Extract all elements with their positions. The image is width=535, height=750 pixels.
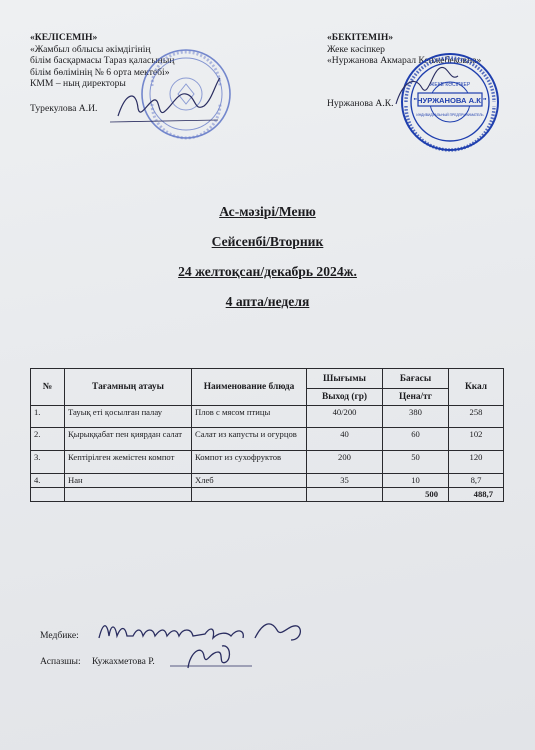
row-num: 2. — [31, 428, 65, 451]
row-kcal: 102 — [449, 428, 504, 451]
director-signature — [108, 72, 228, 132]
cook-signature — [168, 638, 258, 678]
title-date: 24 желтоқсан/декабрь 2024ж. — [178, 264, 357, 279]
row-name-ru: Компот из сухофруктов — [192, 451, 307, 474]
row-kcal: 258 — [449, 406, 504, 428]
total-empty — [31, 488, 65, 502]
row-num: 1. — [31, 406, 65, 428]
row-num: 4. — [31, 474, 65, 488]
table-row — [31, 474, 504, 488]
header-price-ru: Цена/тг — [383, 389, 449, 406]
cook-name: Кужахметова Р. — [92, 656, 155, 667]
total-empty — [192, 488, 307, 502]
header-kcal: Ккал — [449, 369, 504, 406]
row-output: 40 — [307, 428, 383, 451]
menu-table — [30, 368, 504, 502]
approval-line: Жеке кәсіпкер — [327, 43, 385, 55]
row-price: 60 — [383, 428, 449, 451]
director-signatory: Турекулова А.И. — [30, 103, 98, 114]
header-output-kz: Шығымы — [307, 369, 383, 389]
table-row — [31, 406, 504, 428]
row-name-kz: Кептірілген жемістен компот — [65, 451, 192, 474]
stamp-inner-bottom: ИНДИВИДУАЛЬНЫЙ ПРЕДПРИНИМАТЕЛЬ — [416, 113, 484, 117]
total-price: 500 — [383, 488, 449, 502]
entrepreneur-signatory: Нуржанова А.К. — [327, 98, 394, 109]
table-row — [31, 428, 504, 451]
total-empty — [307, 488, 383, 502]
nurse-label: Медбике: — [40, 630, 79, 641]
approval-line: білім бөлімінің № 6 орта мектебі» — [30, 66, 170, 78]
row-price: 380 — [383, 406, 449, 428]
row-output: 200 — [307, 451, 383, 474]
row-name-ru: Плов с мясом птицы — [192, 406, 307, 428]
header-output-ru: Выход (гр) — [307, 389, 383, 406]
row-output: 35 — [307, 474, 383, 488]
entrepreneur-signature — [392, 54, 462, 114]
row-num: 3. — [31, 451, 65, 474]
row-kcal: 120 — [449, 451, 504, 474]
approval-line: «Нуржанова Акмарал Кенжебековна» — [327, 55, 482, 67]
title-weekday: Сейсенбі/Вторник — [211, 234, 324, 249]
row-kcal: 8,7 — [449, 474, 504, 488]
row-name-ru: Салат из капусты и огурцов — [192, 428, 307, 451]
title-week: 4 апта/неделя — [225, 294, 310, 309]
table-row — [31, 451, 504, 474]
row-name-kz: Тауық еті қосылған палау — [65, 406, 192, 428]
header-price-kz: Бағасы — [383, 369, 449, 389]
row-name-ru: Хлеб — [192, 474, 307, 488]
row-name-kz: Қырыққабат пен қиярдан салат — [65, 428, 192, 451]
stamp-inner-top: ЖЕКЕ КӘСІПКЕР — [429, 82, 471, 88]
header-num: № — [31, 369, 65, 406]
approval-heading-right: «БЕКІТЕМІН» — [327, 32, 394, 43]
cook-label: Аспазшы: — [40, 656, 81, 667]
stamp-center-text: "НУРЖАНОВА А.К." — [413, 96, 487, 105]
total-empty — [65, 488, 192, 502]
title-menu: Ас-мәзірі/Меню — [219, 204, 316, 219]
table-total-row — [31, 488, 504, 502]
table-header-row — [31, 369, 504, 389]
approval-line: «Жамбыл облысы әкімдігінің — [30, 43, 151, 55]
approval-line: КММ – ның директоры — [30, 78, 126, 90]
header-name-ru: Наименование блюда — [192, 369, 307, 406]
approval-line: білім басқармасы Тараз қаласының — [30, 55, 175, 67]
total-kcal: 488,7 — [449, 488, 504, 502]
approval-heading-left: «КЕЛІСЕМІН» — [30, 32, 98, 43]
row-name-kz: Нан — [65, 474, 192, 488]
row-output: 40/200 — [307, 406, 383, 428]
row-price: 50 — [383, 451, 449, 474]
row-price: 10 — [383, 474, 449, 488]
header-name-kz: Тағамның атауы — [65, 369, 192, 406]
